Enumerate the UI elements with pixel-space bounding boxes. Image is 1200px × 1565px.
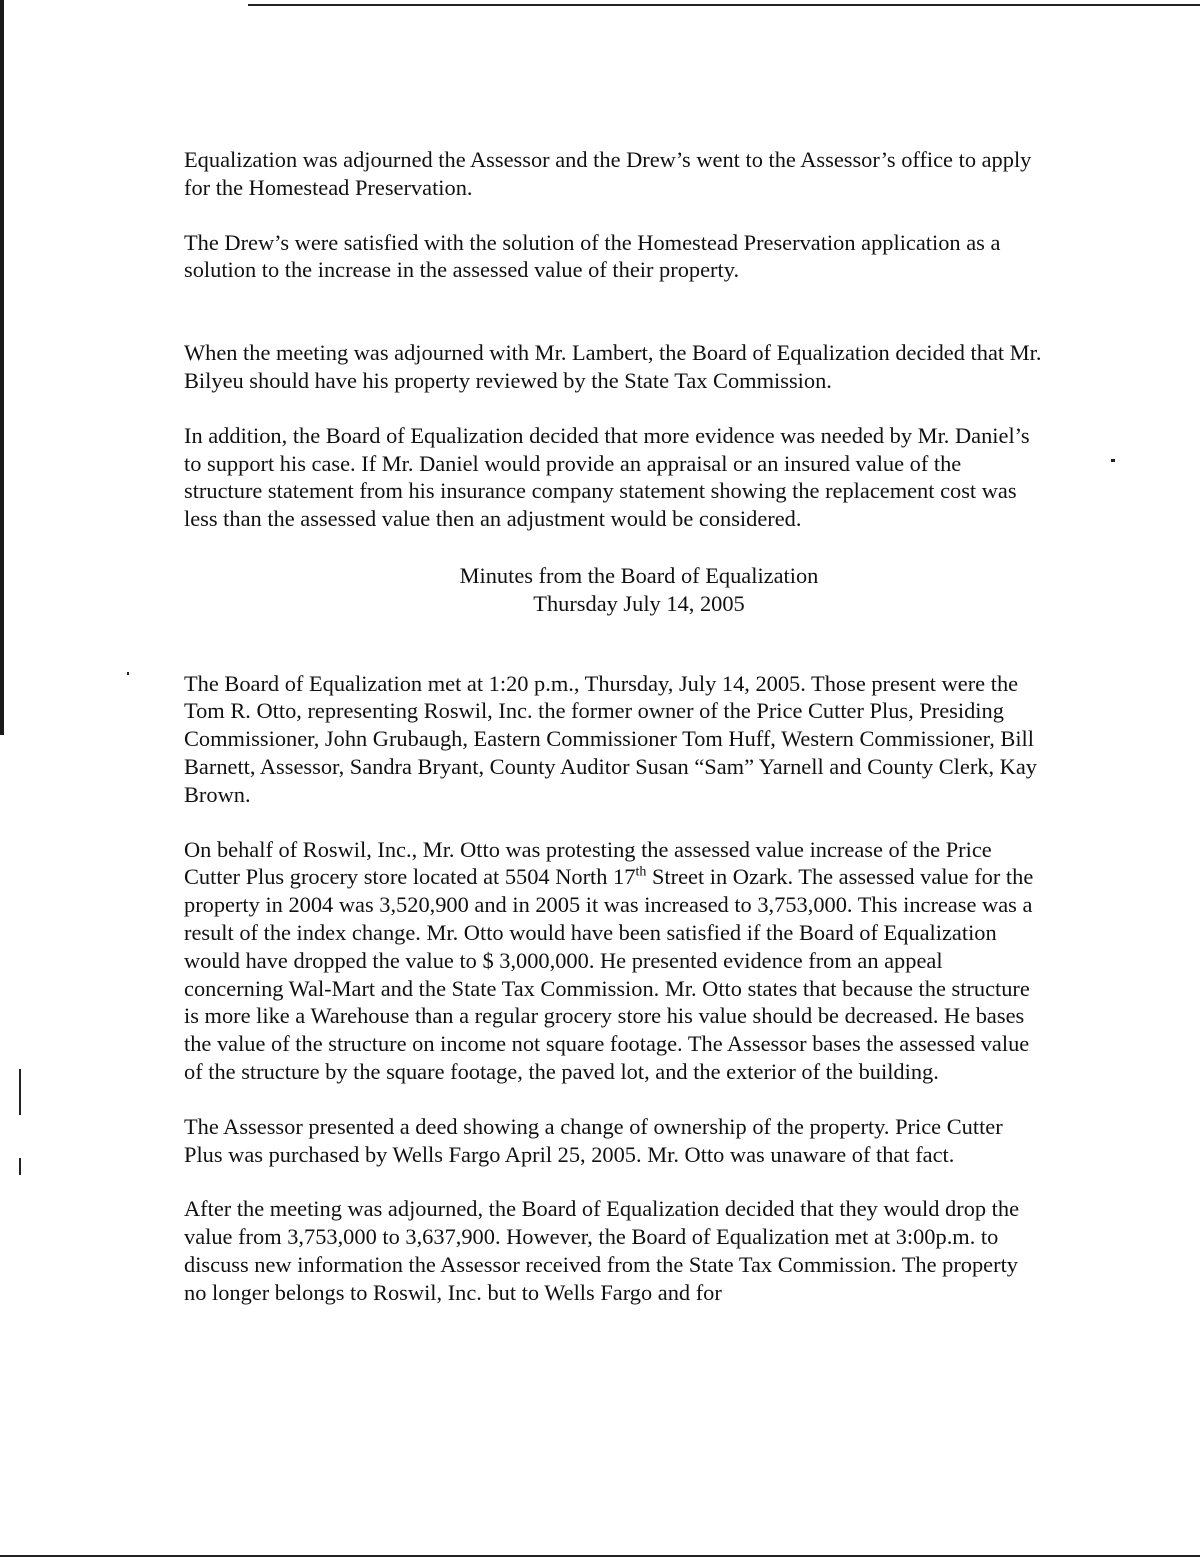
- heading-title: Minutes from the Board of Equalization: [459, 562, 819, 588]
- paragraph-value-drop: After the meeting was adjourned, the Board of Equalization decided that they would drop the value from 3,753,000 to 3,637,900. However, the Board of Equalization met at 3:00p.m. to discuss new information the Assessor received from the State Tax Commission. The property no longer belongs to Roswil, Inc. but to Wells Fargo and for: [184, 1196, 1020, 1305]
- paragraph-attendees: The Board of Equalization met at 1:20 p.m., Thursday, July 14, 2005. Those present were the Tom R. Otto, representing Roswil, Inc. the former owner of the Price Cutter Plus, Presiding Commissioner, John Grubaugh, Eastern Commissioner Tom Huff, Western Commissioner, Bill Barnett, Assessor, Sandra Bryant, County Auditor Susan “Sam” Yarnell and County Clerk, Kay Brown.: [184, 670, 1037, 807]
- paragraph-otto-protest: [184, 836, 1044, 1086]
- document-page: [184, 146, 1044, 1307]
- scan-border-left: [0, 0, 4, 735]
- minutes-heading: [184, 562, 1044, 618]
- scan-speck: [19, 1069, 21, 1115]
- paragraph-otto-protest-part1: On behalf of Roswil, Inc., Mr. Otto was protesting the assessed value increase of the Price Cutter Plus grocery store located at 5504 North 17: [184, 836, 992, 890]
- paragraph-deed-ownership: The Assessor presented a deed showing a change of ownership of the property. Price Cutter Plus was purchased by Wells Fargo April 25, 2005. Mr. Otto was unaware of that fact.: [184, 1113, 1003, 1167]
- scan-border-bottom: [0, 1555, 1200, 1557]
- ordinal-suffix: th: [635, 864, 647, 880]
- heading-date: Thursday July 14, 2005: [533, 590, 745, 616]
- scan-speck: [19, 1158, 21, 1175]
- scan-speck: [127, 672, 129, 675]
- paragraph-lambert-bilyeu: When the meeting was adjourned with Mr. Lambert, the Board of Equalization decided that Mr. Bilyeu should have his property reviewed by the State Tax Commission.: [184, 340, 1042, 393]
- paragraph-daniel-evidence: In addition, the Board of Equalization decided that more evidence was needed by Mr. Daniel’s to support his case. If Mr. Daniel would provide an appraisal or an insured value of the structure statement from his insurance company statement showing the replacement cost was less than the assessed value then an adjustment would be considered.: [184, 422, 1030, 532]
- paragraph-otto-protest-part2: Street in Ozark. The assessed value for the property in 2004 was 3,520,900 and in 2005 it was increased to 3,753,000. This increase was a result of the index change. Mr. Otto would have been satisfied if the Board of Equalization would have dropped the value to $ 3,000,000. He presented evidence from an appeal concerning Wal-Mart and the State Tax Commission. Mr. Otto states that because the structure is more like a Warehouse than a regular grocery store his value should be decreased. He bases the value of the structure on income not square footage. The Assessor bases the assessed value of the structure by the square footage, the paved lot, and the exterior of the building.: [184, 864, 1034, 1084]
- scan-border-top: [248, 4, 1200, 6]
- paragraph-homestead-adjourned: Equalization was adjourned the Assessor and the Drew’s went to the Assessor’s office to apply for the Homestead Preservation.: [184, 147, 1032, 200]
- paragraph-drews-satisfied: The Drew’s were satisfied with the solution of the Homestead Preservation application as a solution to the increase in the assessed value of their property.: [184, 229, 1001, 283]
- scan-speck: [1111, 459, 1115, 462]
